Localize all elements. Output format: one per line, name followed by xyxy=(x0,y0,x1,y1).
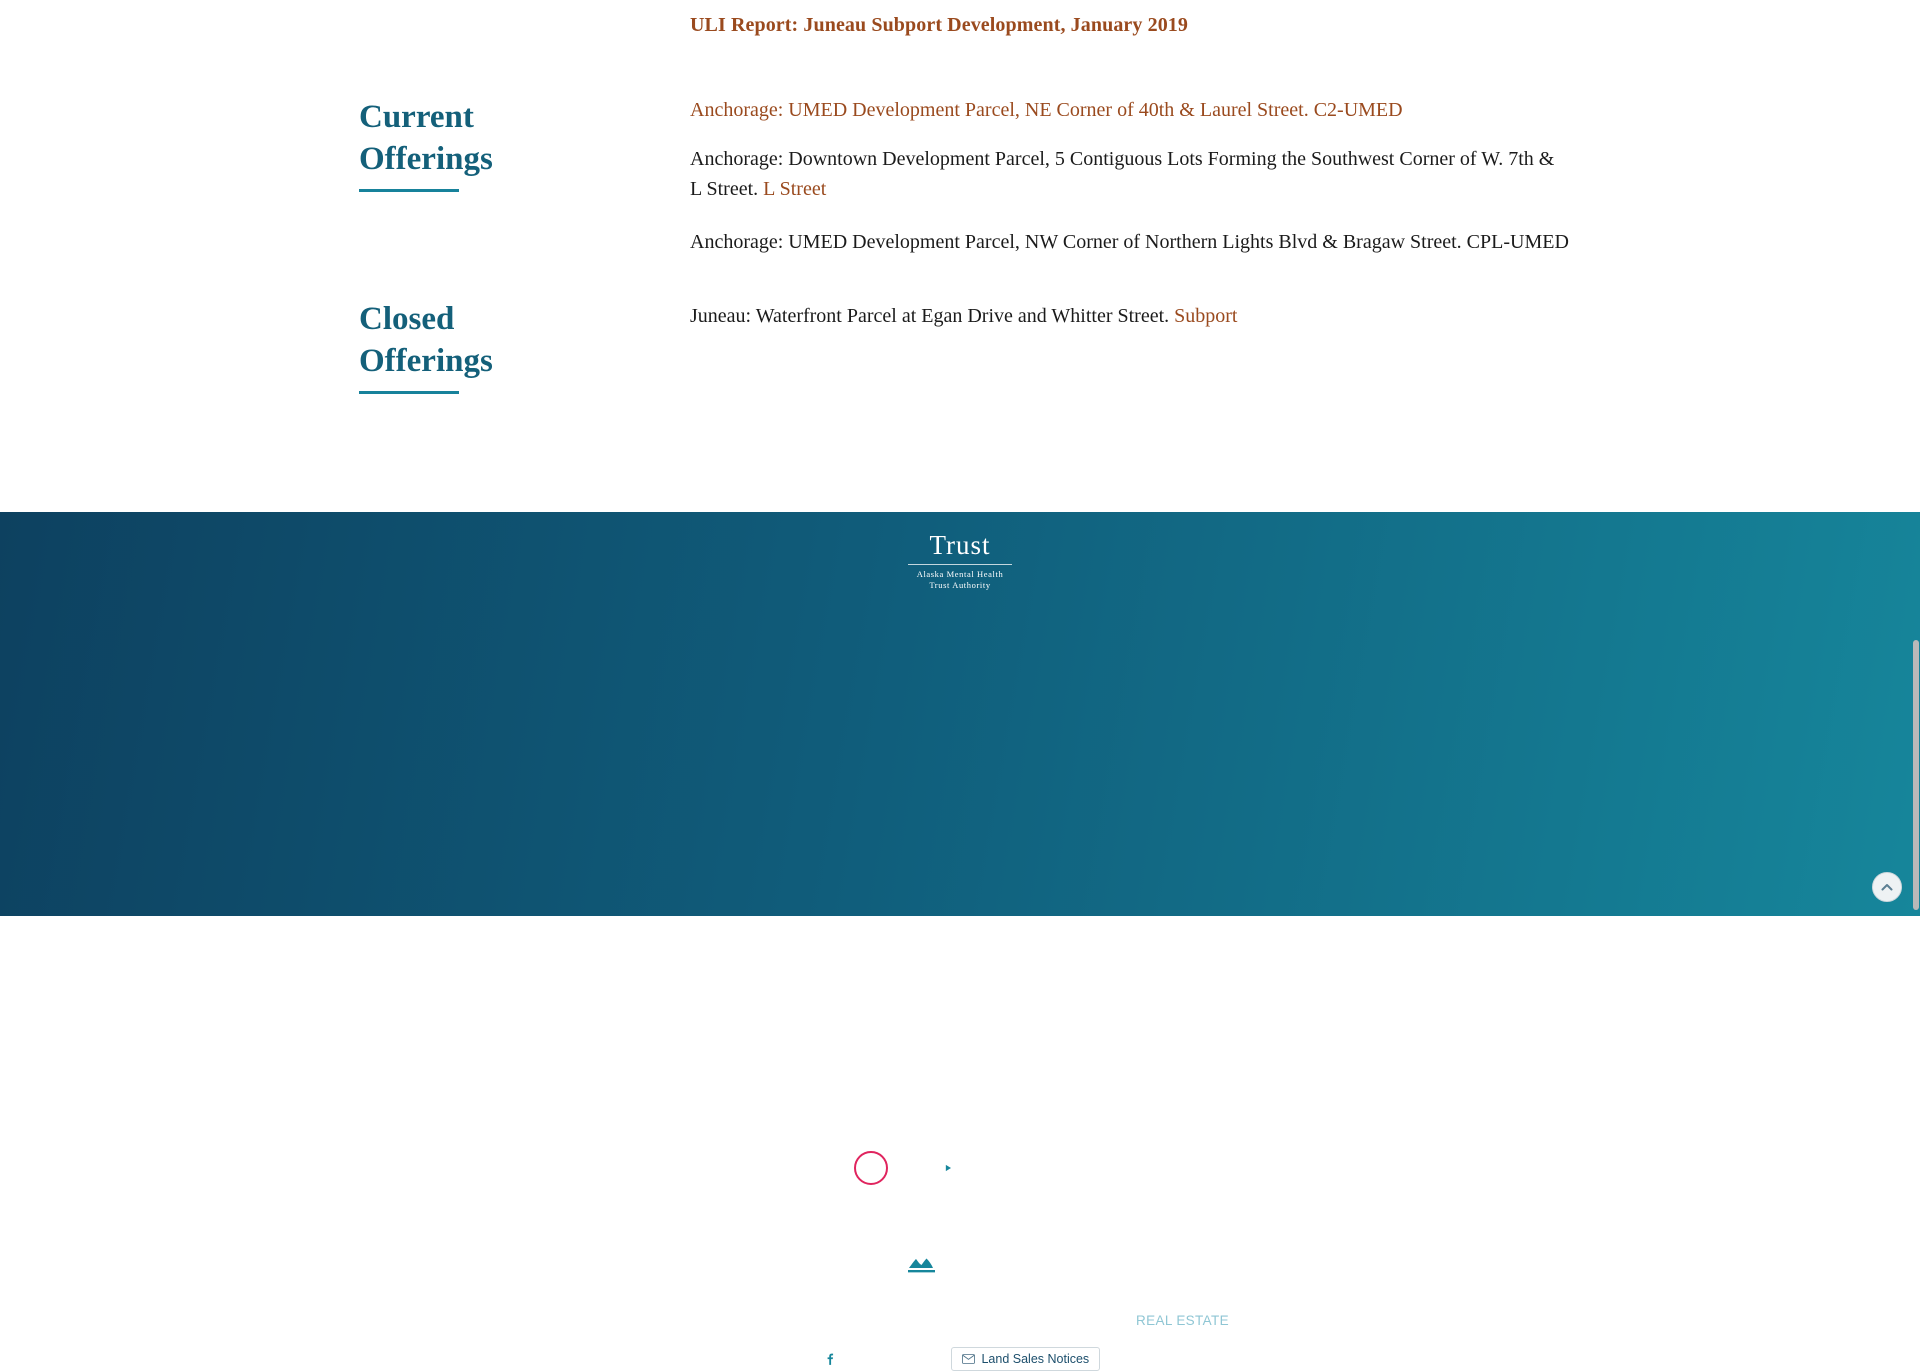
facebook-icon[interactable] xyxy=(820,1349,840,1369)
section-heading-current-offerings xyxy=(359,96,619,192)
mountain-logo-icon xyxy=(904,1247,950,1279)
uli-report-link[interactable]: ULI Report: Juneau Subport Development, January 2019 xyxy=(690,14,1189,36)
trust-authority-logo-main: Trust xyxy=(929,530,991,560)
footer-nav-advocacy[interactable]: ADVOCACY xyxy=(1075,1113,1154,1128)
main-content xyxy=(0,0,1920,512)
footer-divider xyxy=(480,1221,1440,1222)
footer-nav-grants[interactable]: GRANTS xyxy=(785,1113,844,1128)
land-nav-land-use-application[interactable]: LAND USE APPLICATION xyxy=(78,1313,245,1328)
youtube-icon[interactable] xyxy=(936,1158,960,1178)
land-nav-forestry[interactable]: FORESTRY xyxy=(746,1313,823,1328)
facebook-icon xyxy=(861,1158,881,1178)
land-nav-support-beneficiaries[interactable]: HOW DOES THE TRUST LAND OFFICE SUPPORT TRUST BENEFICIARIES? xyxy=(1343,1313,1842,1328)
footer-inner xyxy=(0,512,1920,1367)
offering-item-closed-1-link[interactable]: Subport xyxy=(1174,305,1238,327)
land-nav-general-permits[interactable]: GENERAL PERMITS xyxy=(266,1313,400,1328)
offering-item-closed-1-text: Juneau: Waterfront Parcel at Egan Drive and Whitter Street. xyxy=(690,305,1175,327)
section-heading-line1: Current xyxy=(359,99,474,135)
chevron-up-icon xyxy=(1879,879,1895,895)
footer-social-row xyxy=(0,1151,1920,1185)
land-office-logo-main: Trust xyxy=(958,1243,1005,1267)
land-nav-land-and-land-sales[interactable]: LAND AND LAND SALES xyxy=(562,1313,724,1328)
land-nav-connect[interactable]: CONNECT xyxy=(1251,1313,1321,1328)
footer-nav-contact[interactable]: CONTACT xyxy=(983,1113,1051,1128)
footer-primary-nav xyxy=(0,1112,1920,1130)
heading-underline xyxy=(359,189,459,192)
offering-item-1[interactable]: Anchorage: UMED Development Parcel, NE Corner of 40th & Laurel Street. C2-UMED xyxy=(690,99,1403,121)
instagram-icon[interactable] xyxy=(902,1158,922,1178)
trust-authority-logo-sub2: Trust Authority xyxy=(929,579,991,590)
footer-nav-what-we-do[interactable]: WHAT WE DO xyxy=(867,1113,960,1128)
scroll-to-top-button[interactable] xyxy=(1872,872,1902,902)
page-scrollbar-thumb[interactable] xyxy=(1913,640,1919,910)
section-heading-line2: Offerings xyxy=(359,343,493,380)
section-heading-line1: Closed xyxy=(359,301,455,337)
footer-nav-resources[interactable]: RESOURCES xyxy=(1178,1113,1267,1128)
section-heading-closed-offerings xyxy=(359,298,619,394)
land-office-logo-sub: Land Office xyxy=(958,1271,1011,1281)
facebook-link-highlighted[interactable] xyxy=(854,1151,888,1185)
offering-item-closed-1 xyxy=(690,302,1570,332)
offering-item-2 xyxy=(690,145,1570,204)
footer-phone-land-office[interactable]: 907-269-8658 xyxy=(853,1351,942,1367)
land-nav-real-estate[interactable]: REAL ESTATE xyxy=(1136,1313,1229,1328)
land-office-logo-text xyxy=(958,1245,1016,1281)
offering-item-2-link[interactable]: L Street xyxy=(763,177,827,200)
site-footer xyxy=(0,512,1920,1367)
offering-item-3: Anchorage: UMED Development Parcel, NW Corner of Northern Lights Blvd & Bragaw Street. CPL-UMED xyxy=(690,231,1569,253)
land-nav-public-notices[interactable]: PUBLIC NOTICES xyxy=(422,1313,540,1328)
trust-authority-logo[interactable] xyxy=(908,532,1012,590)
land-sales-notices-label: Land Sales Notices xyxy=(981,1352,1090,1366)
section-heading-line2: Offerings xyxy=(359,141,493,178)
offering-item-2-text: Anchorage: Downtown Development Parcel, 5 Contiguous Lots Forming the Southwest Corner of W. 7th & L Street. xyxy=(690,148,1555,200)
land-nav-minerals-and-materials[interactable]: MINERALS AND MATERIALS xyxy=(844,1313,1033,1328)
page-scrollbar[interactable] xyxy=(1912,0,1920,916)
land-sales-notices-button[interactable] xyxy=(951,1347,1100,1371)
land-logo-divider xyxy=(958,1269,1016,1270)
logo-divider xyxy=(908,564,1012,565)
footer-nav-beneficiaries[interactable]: BENEFICIARIES xyxy=(653,1113,761,1128)
footer-phone-authority[interactable]: 907-269-7960 xyxy=(978,1160,1066,1176)
heading-underline xyxy=(359,391,459,394)
footer-contact-row xyxy=(0,1347,1920,1371)
trust-authority-logo-sub1: Alaska Mental Health xyxy=(916,569,1004,579)
land-nav-energy[interactable]: ENERGY xyxy=(1054,1313,1114,1328)
envelope-icon xyxy=(962,1354,975,1364)
footer-land-office-nav xyxy=(0,1312,1920,1330)
trust-land-office-logo[interactable] xyxy=(904,1245,1016,1281)
